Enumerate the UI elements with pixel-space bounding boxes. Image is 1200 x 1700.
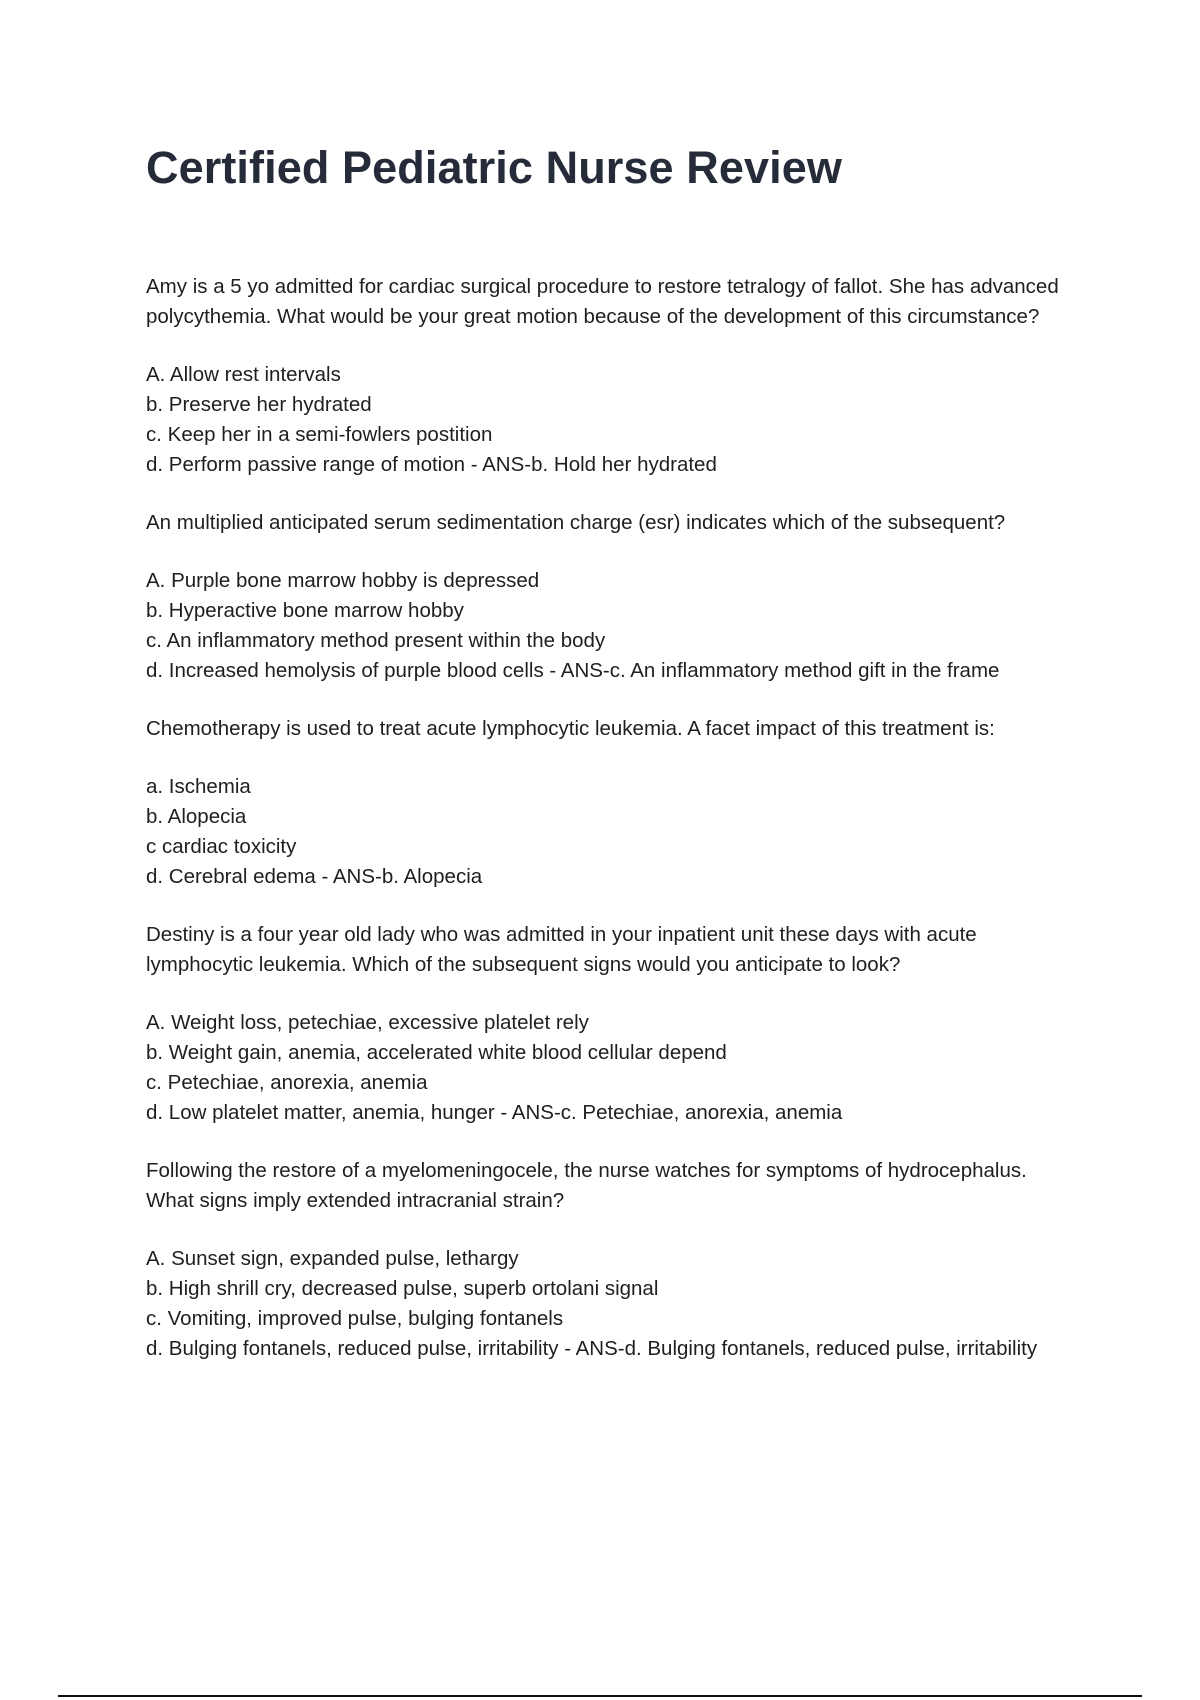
answer-options: [146, 772, 1066, 892]
answer-option: b. High shrill cry, decreased pulse, superb ortolani signal: [146, 1277, 659, 1300]
answer-option: c cardiac toxicity: [146, 835, 297, 858]
answer-option: b. Preserve her hydrated: [146, 393, 372, 416]
answer-option: c. Keep her in a semi-fowlers postition: [146, 423, 493, 446]
answer-option: c. Vomiting, improved pulse, bulging fontanels: [146, 1307, 564, 1330]
question-text: Following the restore of a myelomeningocele, the nurse watches for symptoms of hydrocephalus. What signs imply extended intracranial strain?: [146, 1159, 1027, 1212]
page-bottom-divider: [58, 1695, 1142, 1697]
question-block: [146, 920, 1066, 1128]
question-block: [146, 1156, 1066, 1364]
answer-option: b. Weight gain, anemia, accelerated white blood cellular depend: [146, 1041, 727, 1064]
answer-option: c. Petechiae, anorexia, anemia: [146, 1071, 428, 1094]
answer-option: A. Purple bone marrow hobby is depressed: [146, 569, 540, 592]
page-title: Certified Pediatric Nurse Review: [146, 142, 842, 193]
answer-option: d. Increased hemolysis of purple blood cells - ANS-c. An inflammatory method gift in the frame: [146, 659, 1000, 682]
answer-options: [146, 360, 1066, 480]
answer-options: [146, 566, 1066, 686]
answer-options: [146, 1008, 1066, 1128]
answer-option: c. An inflammatory method present within the body: [146, 629, 606, 652]
answer-option: d. Perform passive range of motion - ANS-b. Hold her hydrated: [146, 453, 717, 476]
question-block: [146, 272, 1066, 480]
answer-option: A. Allow rest intervals: [146, 363, 341, 386]
answer-option: A. Weight loss, petechiae, excessive platelet rely: [146, 1011, 589, 1034]
answer-option: A. Sunset sign, expanded pulse, lethargy: [146, 1247, 519, 1270]
answer-options: [146, 1244, 1066, 1364]
question-text: Amy is a 5 yo admitted for cardiac surgical procedure to restore tetralogy of fallot. She has advanced polycythemia. What would be your great motion because of the development of this circumstance?: [146, 275, 1059, 328]
question-list: [146, 272, 1066, 1392]
answer-option: d. Cerebral edema - ANS-b. Alopecia: [146, 865, 483, 888]
question-text: Chemotherapy is used to treat acute lymphocytic leukemia. A facet impact of this treatment is:: [146, 717, 995, 740]
question-block: [146, 714, 1066, 892]
answer-option: b. Alopecia: [146, 805, 247, 828]
answer-option: a. Ischemia: [146, 775, 251, 798]
answer-option: d. Bulging fontanels, reduced pulse, irritability - ANS-d. Bulging fontanels, reduced pulse, irritability: [146, 1337, 1038, 1360]
question-block: [146, 508, 1066, 686]
question-text: An multiplied anticipated serum sedimentation charge (esr) indicates which of the subsequent?: [146, 511, 1006, 534]
answer-option: d. Low platelet matter, anemia, hunger - ANS-c. Petechiae, anorexia, anemia: [146, 1101, 843, 1124]
question-text: Destiny is a four year old lady who was admitted in your inpatient unit these days with acute lymphocytic leukemia. Which of the subsequent signs would you anticipate to look?: [146, 923, 977, 976]
answer-option: b. Hyperactive bone marrow hobby: [146, 599, 464, 622]
